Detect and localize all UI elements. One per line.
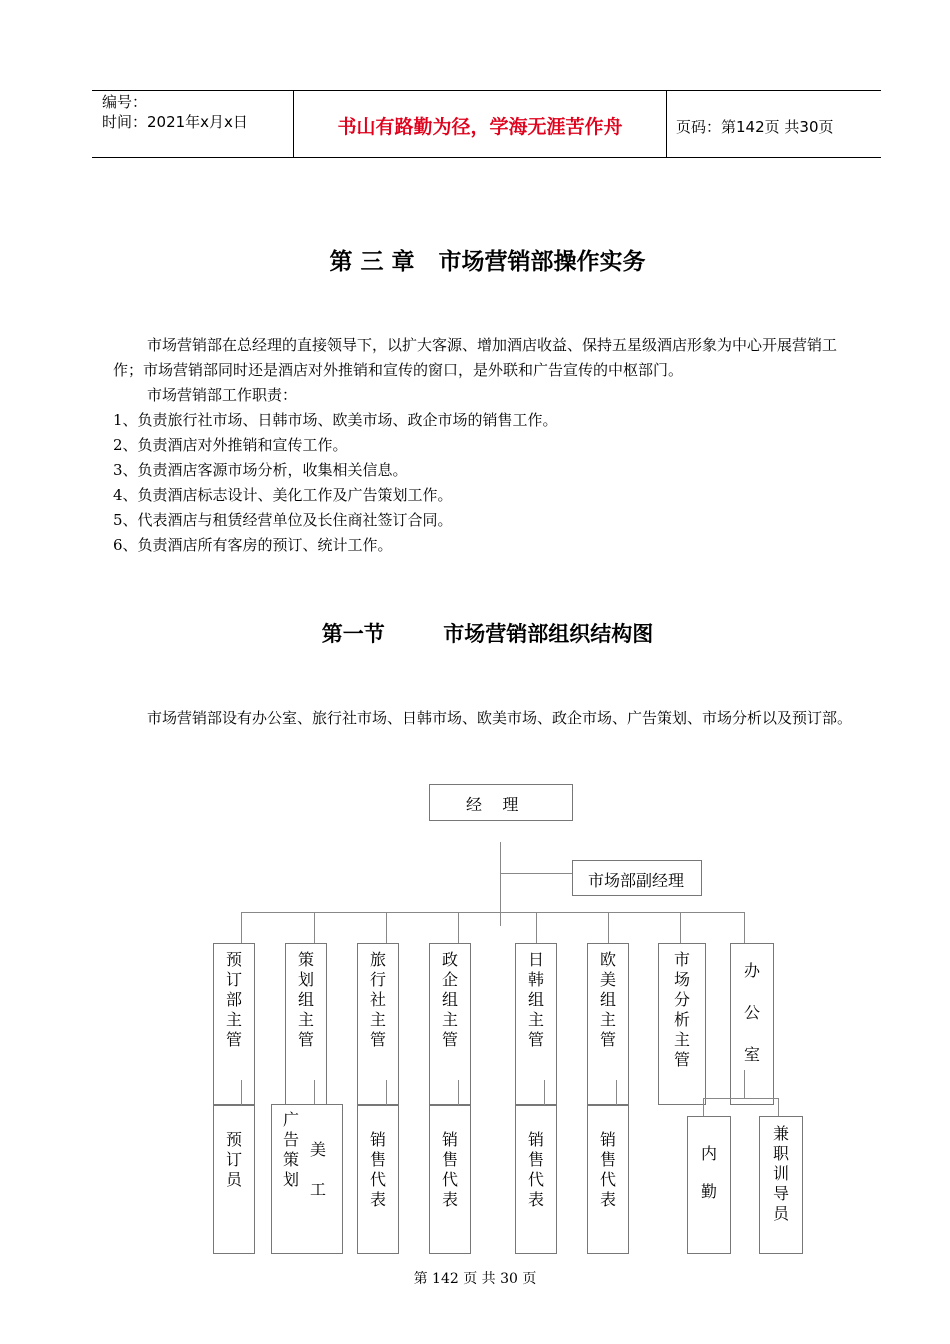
page-footer: 第 142 页 共 30 页: [413, 1271, 537, 1287]
connector: [500, 873, 572, 874]
header-page-label: 页码：第142页 共30页: [676, 118, 834, 136]
connector: [744, 912, 745, 943]
dept-market-analysis-label: 市场分析主管: [673, 950, 690, 1069]
staff-art-label: 美工: [309, 1140, 326, 1199]
header-meta: [102, 92, 248, 132]
staff-ad-planning-label: 广告策划: [282, 1110, 299, 1189]
connector: [703, 1098, 779, 1099]
staff-sales-rep-label: 销售代表: [369, 1130, 386, 1209]
dept-japan-korea-label: 日韩组主管: [527, 950, 544, 1049]
connector: [458, 912, 459, 943]
duty-item: 6、负责酒店所有客房的预订、统计工作。: [113, 536, 393, 554]
duty-item: 4、负责酒店标志设计、美化工作及广告策划工作。: [113, 486, 453, 504]
dept-office-label: 办公室: [743, 961, 760, 1064]
chapter-title: 第 三 章 市场营销部操作实务: [329, 249, 646, 275]
staff-reservation-clerk-label: 预订员: [225, 1130, 242, 1189]
duty-item: 1、负责旅行社市场、日韩市场、欧美市场、政企市场的销售工作。: [113, 411, 558, 429]
section-paragraph: 市场营销部设有办公室、旅行社市场、日韩市场、欧美市场、政企市场、广告策划、市场分析以及预订部。: [147, 709, 853, 727]
connector: [544, 1080, 545, 1105]
header-divider-right: [666, 90, 667, 158]
connector: [386, 1080, 387, 1105]
header-motto: 书山有路勤为径，学海无涯苦作舟: [337, 116, 623, 138]
connector: [680, 912, 681, 943]
staff-sales-rep-label: 销售代表: [441, 1130, 458, 1209]
connector: [241, 912, 242, 943]
staff-office-clerk-label-char: 内: [700, 1144, 717, 1163]
connector: [608, 912, 609, 943]
staff-part-time-guide-label: 兼职训导员: [772, 1124, 789, 1223]
connector: [778, 1098, 779, 1116]
connector: [241, 1080, 242, 1105]
dept-europe-america-label: 欧美组主管: [599, 950, 616, 1049]
connector: [744, 1070, 745, 1098]
dept-gov-enterprise-label: 政企组主管: [441, 950, 458, 1049]
header-top-rule: [92, 90, 881, 91]
connector: [386, 912, 387, 943]
staff-sales-rep-label: 销售代表: [599, 1130, 616, 1209]
connector: [616, 1080, 617, 1105]
connector: [314, 912, 315, 943]
duties-heading: 市场营销部工作职责：: [147, 386, 298, 404]
doc-number-label: 编号：: [102, 93, 148, 111]
duty-item: 5、代表酒店与租赁经营单位及长住商社签订合同。: [113, 511, 453, 529]
connector: [241, 912, 745, 913]
header-bottom-rule: [92, 157, 881, 158]
connector: [536, 912, 537, 943]
connector: [500, 842, 501, 926]
intro-paragraph: 市场营销部在总经理的直接领导下，以扩大客源、增加酒店收益、保持五星级酒店形象为中心开展营销工作；市场营销部同时还是酒店对外推销和宣传的窗口，是外联和广告宣传的中枢部门。: [113, 336, 838, 379]
dept-reservation-label: 预订部主管: [225, 950, 242, 1049]
manager-label: 经 理: [466, 795, 519, 814]
staff-sales-rep-label: 销售代表: [527, 1130, 544, 1209]
connector: [314, 1080, 315, 1104]
section-title: 第一节 市场营销部组织结构图: [321, 622, 654, 646]
doc-time-label: 时间：2021年x月x日: [102, 113, 248, 131]
deputy-label: 市场部副经理: [588, 871, 685, 890]
staff-office-clerk-label-char: 勤: [700, 1182, 717, 1201]
duty-item: 2、负责酒店对外推销和宣传工作。: [113, 436, 348, 454]
dept-planning-label: 策划组主管: [297, 950, 314, 1049]
connector: [458, 1080, 459, 1105]
connector: [703, 1098, 704, 1116]
dept-travel-agency-label: 旅行社主管: [369, 950, 386, 1049]
duty-item: 3、负责酒店客源市场分析，收集相关信息。: [113, 461, 408, 479]
